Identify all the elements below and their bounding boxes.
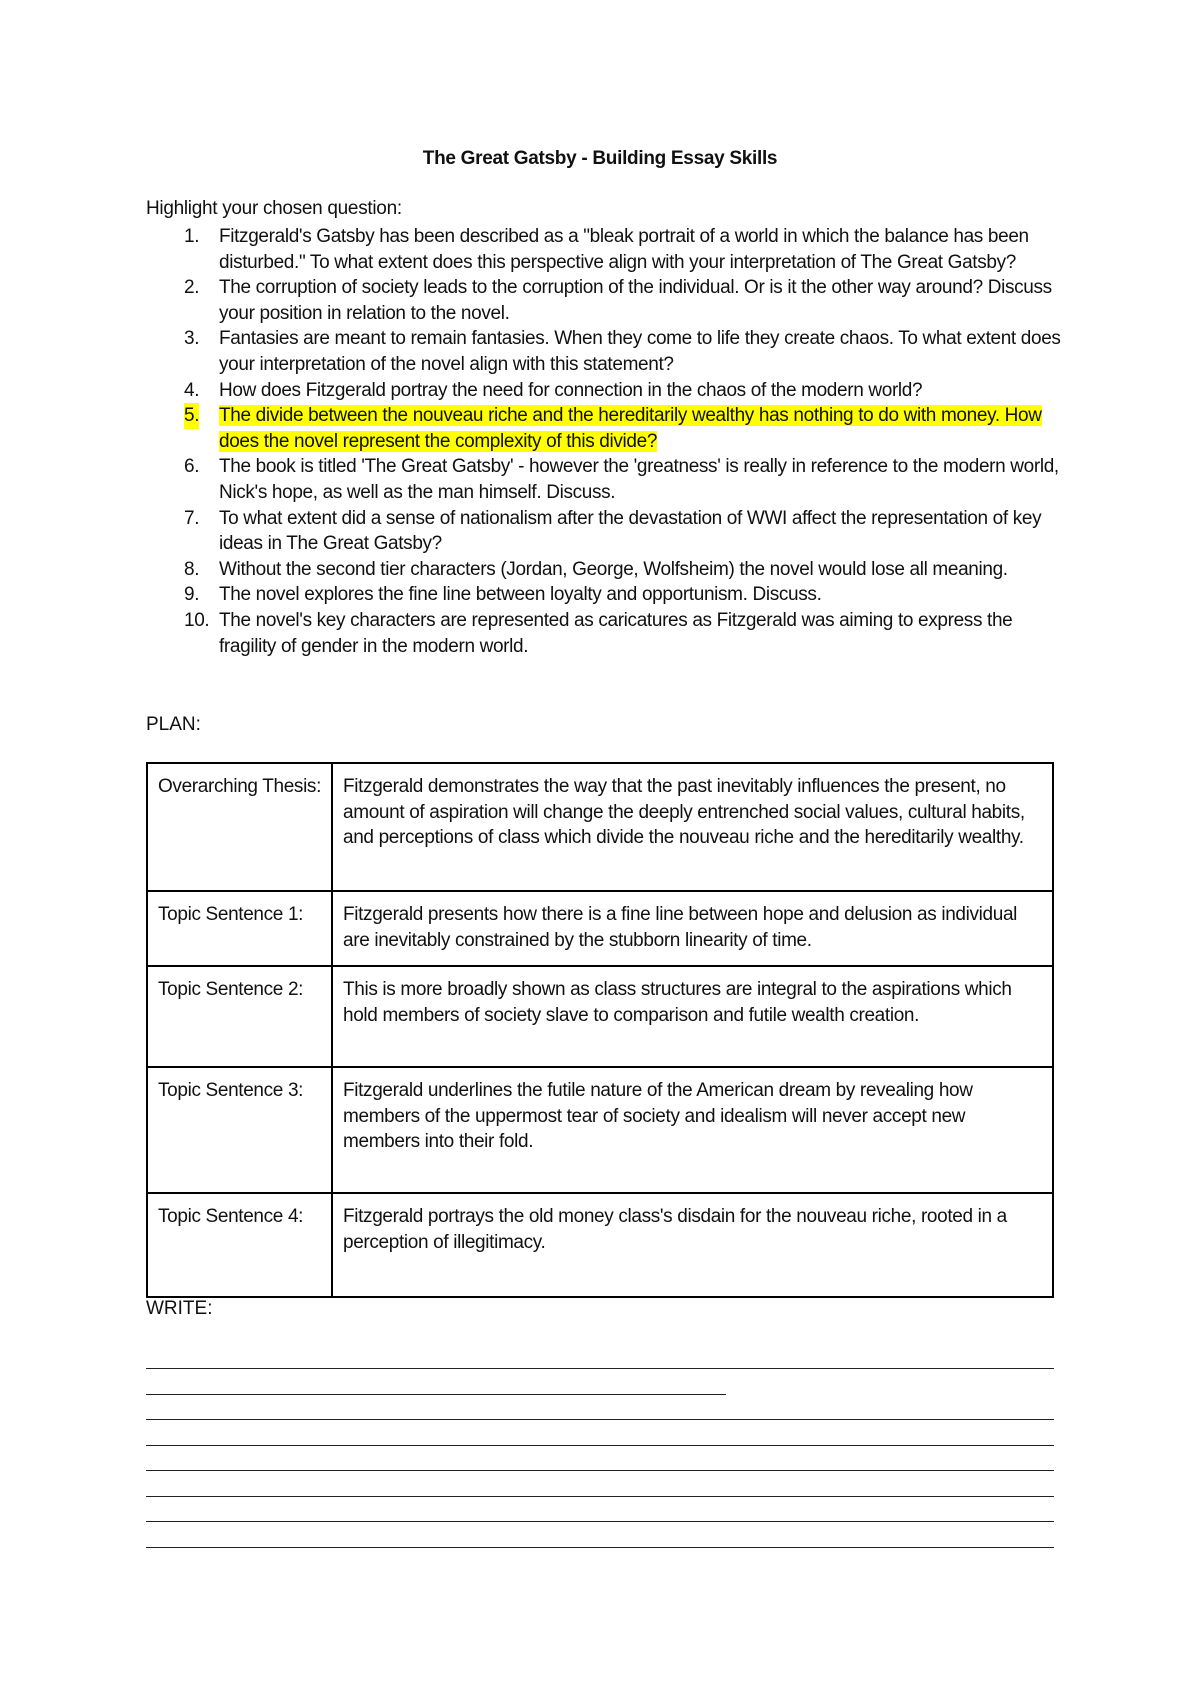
question-text: How does Fitzgerald portray the need for connection in the chaos of the modern world?	[219, 379, 923, 401]
plan-row-text[interactable]: Fitzgerald presents how there is a fine line between hope and delusion as individual are inevitably constrained by the stubborn linearity of time.	[332, 891, 1053, 966]
plan-row-text[interactable]: This is more broadly shown as class structures are integral to the aspirations which hold members of society slave to comparison and futile wealth creation.	[332, 966, 1053, 1067]
question-text-highlighted: The divide between the nouveau riche and the hereditarily wealthy has nothing to do with money. How does the novel represent the complexity of this divide?	[219, 405, 1042, 452]
question-number: 1.	[184, 226, 200, 247]
writing-line	[146, 1470, 1054, 1471]
writing-line	[146, 1445, 1054, 1446]
question-item-highlighted	[146, 403, 1066, 454]
question-number: 4.	[184, 379, 200, 401]
plan-row-thesis	[147, 763, 1053, 891]
question-text: Fantasies are meant to remain fantasies. When they come to life they create chaos. To what extent does your interpretation of the novel align with this statement?	[219, 328, 1061, 375]
question-item	[146, 454, 1066, 505]
plan-table	[146, 762, 1054, 1298]
question-item	[146, 326, 1066, 377]
plan-row-label: Topic Sentence 3:	[147, 1067, 332, 1193]
question-item	[146, 506, 1066, 557]
writing-line	[146, 1368, 1054, 1369]
writing-line	[146, 1547, 1054, 1548]
question-text: The novel's key characters are represented as caricatures as Fitzgerald was aiming to express the fragility of gender in the modern world.	[219, 609, 1013, 657]
plan-row-label: Topic Sentence 4:	[147, 1193, 332, 1297]
question-number: 9.	[184, 584, 200, 606]
plan-row-label: Topic Sentence 2:	[147, 966, 332, 1067]
question-number: 2.	[184, 277, 200, 299]
question-item	[146, 378, 1066, 404]
plan-row-topic-4	[147, 1193, 1053, 1297]
writing-line	[146, 1521, 1054, 1522]
question-number: 6.	[184, 456, 200, 478]
plan-row-topic-3	[147, 1067, 1053, 1193]
question-number: 3.	[184, 328, 200, 350]
document-title: The Great Gatsby - Building Essay Skills	[422, 148, 778, 169]
question-item	[146, 608, 1066, 659]
plan-heading: PLAN:	[146, 714, 201, 735]
writing-line	[146, 1394, 726, 1395]
question-number: 7.	[184, 507, 200, 529]
question-number: 8.	[184, 558, 200, 580]
writing-line	[146, 1419, 1054, 1420]
question-item	[146, 224, 1066, 275]
question-item	[146, 275, 1066, 326]
question-text: Without the second tier characters (Jordan, George, Wolfsheim) the novel would lose all meaning.	[219, 558, 1008, 580]
plan-row-label: Overarching Thesis:	[147, 763, 332, 891]
question-text: The book is titled 'The Great Gatsby' - however the 'greatness' is really in reference to the modern world, Nick's hope, as well as the man himself. Discuss.	[219, 456, 1059, 503]
question-item	[146, 557, 1066, 583]
plan-row-topic-1	[147, 891, 1053, 966]
writing-line	[146, 1496, 1054, 1497]
question-item	[146, 582, 1066, 608]
question-text: To what extent did a sense of nationalism after the devastation of WWI affect the representation of key ideas in The Great Gatsby?	[219, 507, 1042, 555]
plan-row-text[interactable]: Fitzgerald demonstrates the way that the past inevitably influences the present, no amount of aspiration will change the deeply entrenched social values, cultural habits, and perceptions of class which divide the nouveau riche and the hereditarily wealthy.	[332, 763, 1053, 891]
question-text: The novel explores the fine line between loyalty and opportunism. Discuss.	[219, 584, 822, 606]
question-number: 5.	[184, 403, 199, 429]
question-number: 10.	[184, 609, 210, 631]
plan-row-label: Topic Sentence 1:	[147, 891, 332, 966]
plan-row-topic-2	[147, 966, 1053, 1067]
write-heading: WRITE:	[146, 1298, 213, 1319]
question-prompt: Highlight your chosen question:	[146, 198, 402, 219]
question-list	[146, 224, 1066, 659]
plan-row-text[interactable]: Fitzgerald underlines the futile nature of the American dream by revealing how members of the uppermost tear of society and idealism will never accept new members into their fold.	[332, 1067, 1053, 1193]
question-text: The corruption of society leads to the corruption of the individual. Or is it the other way around? Discuss your position in relation to the novel.	[219, 277, 1052, 324]
question-text: Fitzgerald's Gatsby has been described as a "bleak portrait of a world in which the balance has been disturbed." To what extent does this perspective align with your interpretation of The Great Gatsby?	[219, 226, 1029, 273]
plan-row-text[interactable]: Fitzgerald portrays the old money class's disdain for the nouveau riche, rooted in a perception of illegitimacy.	[332, 1193, 1053, 1297]
